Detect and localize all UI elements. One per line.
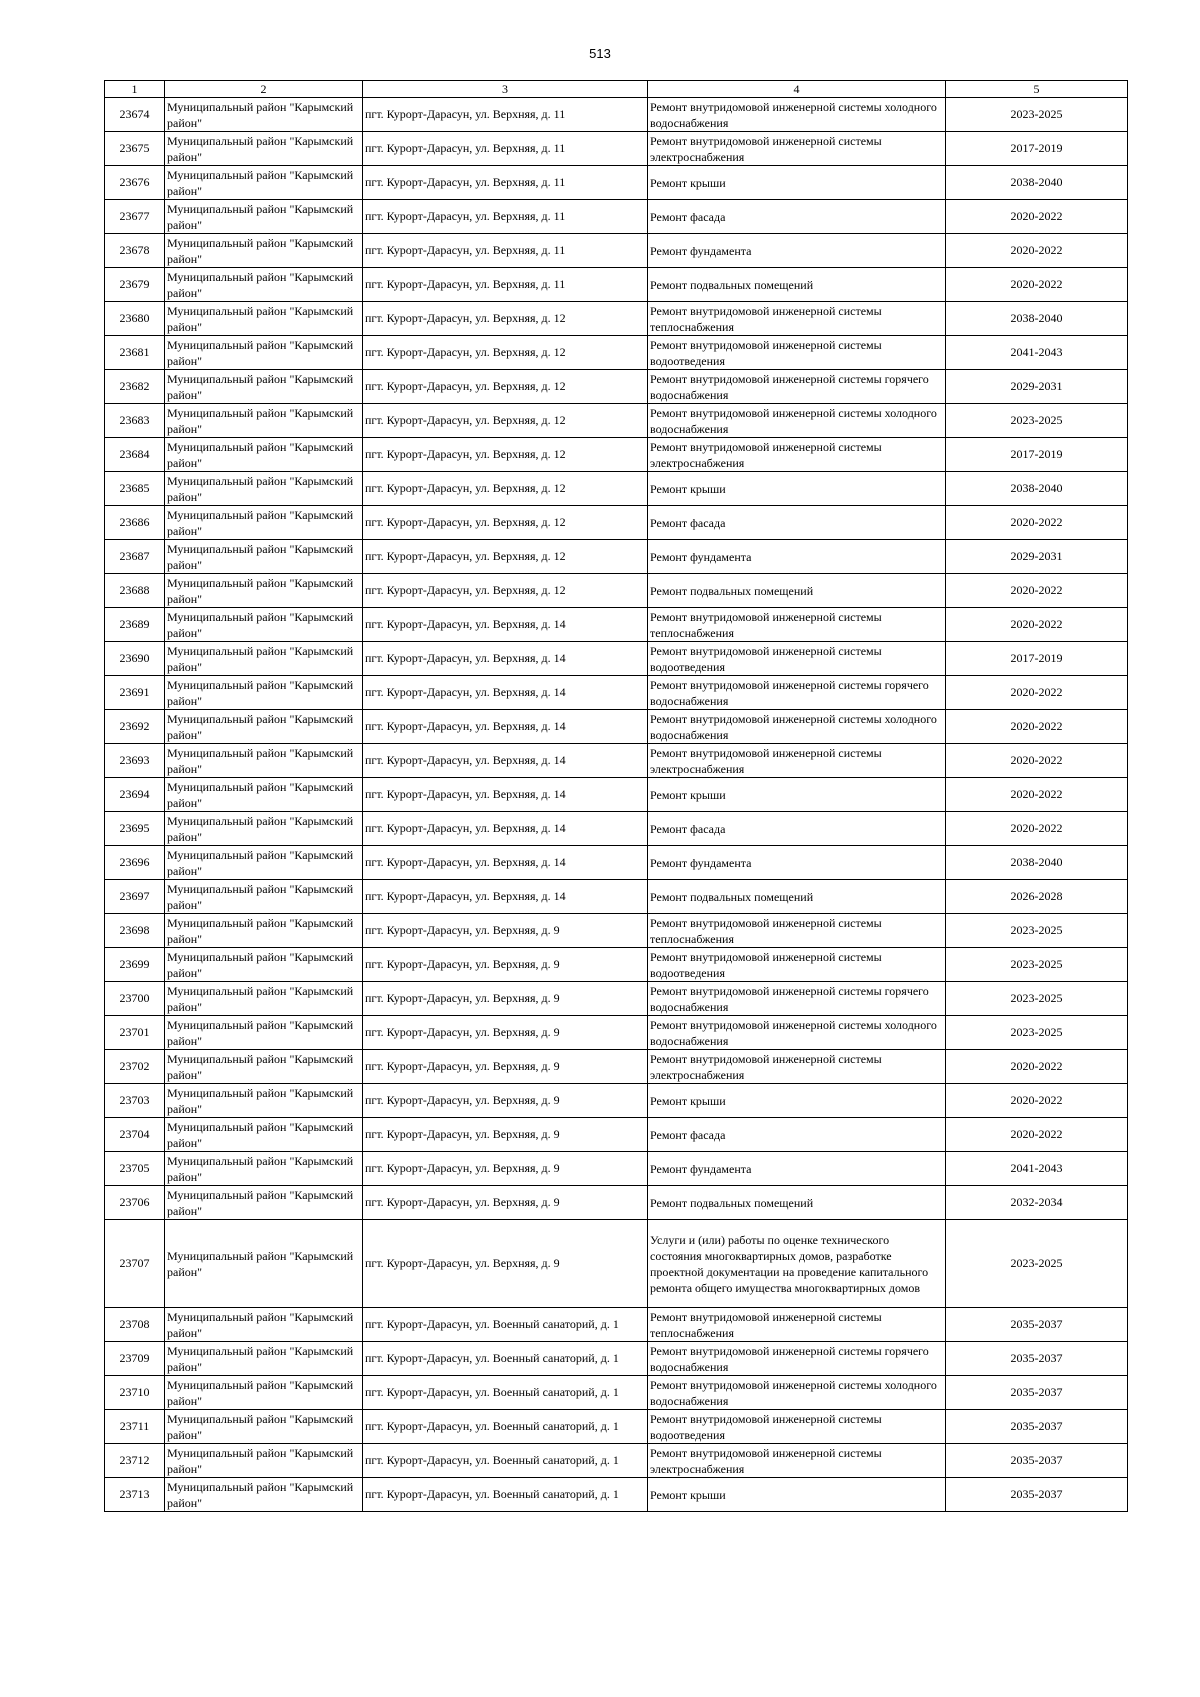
period-cell: 2023-2025: [946, 982, 1128, 1016]
address-cell: пгт. Курорт-Дарасун, ул. Верхняя, д. 9: [363, 1220, 648, 1308]
work-type-cell: Ремонт внутридомовой инженерной системы холодного водоснабжения: [648, 710, 946, 744]
row-number: 23699: [105, 948, 165, 982]
row-number: 23677: [105, 200, 165, 234]
header-row: [105, 81, 1128, 98]
table-row: [105, 982, 1128, 1016]
municipality-cell: Муниципальный район "Карымский район": [165, 506, 363, 540]
row-number: 23707: [105, 1220, 165, 1308]
municipality-cell: Муниципальный район "Карымский район": [165, 1050, 363, 1084]
address-cell: пгт. Курорт-Дарасун, ул. Военный санаторий, д. 1: [363, 1308, 648, 1342]
row-number: 23708: [105, 1308, 165, 1342]
period-cell: 2020-2022: [946, 506, 1128, 540]
table-row: [105, 744, 1128, 778]
period-cell: 2035-2037: [946, 1342, 1128, 1376]
row-number: 23696: [105, 846, 165, 880]
address-cell: пгт. Курорт-Дарасун, ул. Верхняя, д. 14: [363, 812, 648, 846]
row-number: 23686: [105, 506, 165, 540]
work-type-cell: Услуги и (или) работы по оценке технического состояния многоквартирных домов, разработке проектной документации на проведение капитального ремонта общего имущества многоквартирных домов: [648, 1220, 946, 1308]
row-number: 23690: [105, 642, 165, 676]
row-number: 23684: [105, 438, 165, 472]
municipality-cell: Муниципальный район "Карымский район": [165, 642, 363, 676]
address-cell: пгт. Курорт-Дарасун, ул. Верхняя, д. 9: [363, 1118, 648, 1152]
row-number: 23675: [105, 132, 165, 166]
table-row: [105, 1084, 1128, 1118]
municipality-cell: Муниципальный район "Карымский район": [165, 1186, 363, 1220]
table-row: [105, 642, 1128, 676]
work-type-cell: Ремонт крыши: [648, 472, 946, 506]
municipality-cell: Муниципальный район "Карымский район": [165, 676, 363, 710]
row-number: 23693: [105, 744, 165, 778]
period-cell: 2035-2037: [946, 1410, 1128, 1444]
table-row: [105, 506, 1128, 540]
municipality-cell: Муниципальный район "Карымский район": [165, 880, 363, 914]
table-row: [105, 1376, 1128, 1410]
municipality-cell: Муниципальный район "Карымский район": [165, 98, 363, 132]
address-cell: пгт. Курорт-Дарасун, ул. Верхняя, д. 12: [363, 302, 648, 336]
work-type-cell: Ремонт внутридомовой инженерной системы теплоснабжения: [648, 608, 946, 642]
row-number: 23674: [105, 98, 165, 132]
municipality-cell: Муниципальный район "Карымский район": [165, 1084, 363, 1118]
address-cell: пгт. Курорт-Дарасун, ул. Военный санаторий, д. 1: [363, 1410, 648, 1444]
work-type-cell: Ремонт внутридомовой инженерной системы водоотведения: [648, 336, 946, 370]
table-row: [105, 1050, 1128, 1084]
table-row: [105, 948, 1128, 982]
period-cell: 2029-2031: [946, 540, 1128, 574]
work-type-cell: Ремонт внутридомовой инженерной системы водоотведения: [648, 948, 946, 982]
period-cell: 2026-2028: [946, 880, 1128, 914]
period-cell: 2020-2022: [946, 676, 1128, 710]
table-row: [105, 1220, 1128, 1308]
period-cell: 2017-2019: [946, 132, 1128, 166]
table-row: [105, 1308, 1128, 1342]
table-row: [105, 914, 1128, 948]
address-cell: пгт. Курорт-Дарасун, ул. Военный санаторий, д. 1: [363, 1376, 648, 1410]
municipality-cell: Муниципальный район "Карымский район": [165, 1016, 363, 1050]
address-cell: пгт. Курорт-Дарасун, ул. Верхняя, д. 9: [363, 1050, 648, 1084]
municipality-cell: Муниципальный район "Карымский район": [165, 948, 363, 982]
address-cell: пгт. Курорт-Дарасун, ул. Верхняя, д. 11: [363, 268, 648, 302]
period-cell: 2023-2025: [946, 914, 1128, 948]
address-cell: пгт. Курорт-Дарасун, ул. Верхняя, д. 14: [363, 710, 648, 744]
period-cell: 2020-2022: [946, 1084, 1128, 1118]
column-header: 1: [105, 81, 165, 98]
address-cell: пгт. Курорт-Дарасун, ул. Верхняя, д. 11: [363, 166, 648, 200]
work-type-cell: Ремонт подвальных помещений: [648, 880, 946, 914]
address-cell: пгт. Курорт-Дарасун, ул. Верхняя, д. 14: [363, 846, 648, 880]
row-number: 23685: [105, 472, 165, 506]
work-type-cell: Ремонт фасада: [648, 506, 946, 540]
municipality-cell: Муниципальный район "Карымский район": [165, 914, 363, 948]
table-row: [105, 98, 1128, 132]
table-row: [105, 540, 1128, 574]
period-cell: 2029-2031: [946, 370, 1128, 404]
municipality-cell: Муниципальный район "Карымский район": [165, 1342, 363, 1376]
work-type-cell: Ремонт внутридомовой инженерной системы горячего водоснабжения: [648, 982, 946, 1016]
row-number: 23680: [105, 302, 165, 336]
period-cell: 2020-2022: [946, 812, 1128, 846]
address-cell: пгт. Курорт-Дарасун, ул. Верхняя, д. 9: [363, 1016, 648, 1050]
column-header: 3: [363, 81, 648, 98]
municipality-cell: Муниципальный район "Карымский район": [165, 574, 363, 608]
table-header: [105, 81, 1128, 98]
address-cell: пгт. Курорт-Дарасун, ул. Верхняя, д. 11: [363, 234, 648, 268]
period-cell: 2017-2019: [946, 438, 1128, 472]
column-header: 2: [165, 81, 363, 98]
work-type-cell: Ремонт внутридомовой инженерной системы холодного водоснабжения: [648, 404, 946, 438]
period-cell: 2023-2025: [946, 404, 1128, 438]
work-type-cell: Ремонт внутридомовой инженерной системы электроснабжения: [648, 1050, 946, 1084]
table-row: [105, 710, 1128, 744]
repair-schedule-table: [104, 80, 1128, 1512]
municipality-cell: Муниципальный район "Карымский район": [165, 370, 363, 404]
row-number: 23700: [105, 982, 165, 1016]
row-number: 23679: [105, 268, 165, 302]
address-cell: пгт. Курорт-Дарасун, ул. Военный санаторий, д. 1: [363, 1342, 648, 1376]
municipality-cell: Муниципальный район "Карымский район": [165, 132, 363, 166]
work-type-cell: Ремонт внутридомовой инженерной системы горячего водоснабжения: [648, 1342, 946, 1376]
address-cell: пгт. Курорт-Дарасун, ул. Верхняя, д. 9: [363, 1152, 648, 1186]
work-type-cell: Ремонт крыши: [648, 778, 946, 812]
municipality-cell: Муниципальный район "Карымский район": [165, 472, 363, 506]
address-cell: пгт. Курорт-Дарасун, ул. Военный санаторий, д. 1: [363, 1444, 648, 1478]
address-cell: пгт. Курорт-Дарасун, ул. Верхняя, д. 14: [363, 744, 648, 778]
table-row: [105, 336, 1128, 370]
row-number: 23704: [105, 1118, 165, 1152]
period-cell: 2017-2019: [946, 642, 1128, 676]
address-cell: пгт. Курорт-Дарасун, ул. Верхняя, д. 11: [363, 132, 648, 166]
municipality-cell: Муниципальный район "Карымский район": [165, 812, 363, 846]
municipality-cell: Муниципальный район "Карымский район": [165, 1478, 363, 1512]
address-cell: пгт. Курорт-Дарасун, ул. Верхняя, д. 9: [363, 982, 648, 1016]
work-type-cell: Ремонт внутридомовой инженерной системы электроснабжения: [648, 744, 946, 778]
municipality-cell: Муниципальный район "Карымский район": [165, 200, 363, 234]
period-cell: 2038-2040: [946, 846, 1128, 880]
municipality-cell: Муниципальный район "Карымский район": [165, 336, 363, 370]
work-type-cell: Ремонт внутридомовой инженерной системы теплоснабжения: [648, 1308, 946, 1342]
period-cell: 2023-2025: [946, 1220, 1128, 1308]
row-number: 23688: [105, 574, 165, 608]
period-cell: 2020-2022: [946, 234, 1128, 268]
table-row: [105, 1118, 1128, 1152]
address-cell: пгт. Курорт-Дарасун, ул. Верхняя, д. 9: [363, 914, 648, 948]
work-type-cell: Ремонт фундамента: [648, 540, 946, 574]
row-number: 23694: [105, 778, 165, 812]
row-number: 23713: [105, 1478, 165, 1512]
work-type-cell: Ремонт фундамента: [648, 1152, 946, 1186]
municipality-cell: Муниципальный район "Карымский район": [165, 268, 363, 302]
municipality-cell: Муниципальный район "Карымский район": [165, 1152, 363, 1186]
table-row: [105, 1444, 1128, 1478]
work-type-cell: Ремонт фасада: [648, 812, 946, 846]
work-type-cell: Ремонт внутридомовой инженерной системы горячего водоснабжения: [648, 676, 946, 710]
municipality-cell: Муниципальный район "Карымский район": [165, 540, 363, 574]
page-number: 513: [589, 46, 611, 61]
municipality-cell: Муниципальный район "Карымский район": [165, 1410, 363, 1444]
period-cell: 2023-2025: [946, 98, 1128, 132]
work-type-cell: Ремонт внутридомовой инженерной системы теплоснабжения: [648, 302, 946, 336]
period-cell: 2038-2040: [946, 302, 1128, 336]
table-row: [105, 472, 1128, 506]
work-type-cell: Ремонт внутридомовой инженерной системы холодного водоснабжения: [648, 98, 946, 132]
period-cell: 2035-2037: [946, 1478, 1128, 1512]
table-row: [105, 302, 1128, 336]
period-cell: 2035-2037: [946, 1376, 1128, 1410]
address-cell: пгт. Курорт-Дарасун, ул. Военный санаторий, д. 1: [363, 1478, 648, 1512]
municipality-cell: Муниципальный район "Карымский район": [165, 1444, 363, 1478]
table-row: [105, 1478, 1128, 1512]
work-type-cell: Ремонт подвальных помещений: [648, 574, 946, 608]
period-cell: 2020-2022: [946, 1118, 1128, 1152]
row-number: 23691: [105, 676, 165, 710]
table-row: [105, 166, 1128, 200]
table-row: [105, 812, 1128, 846]
row-number: 23712: [105, 1444, 165, 1478]
period-cell: 2020-2022: [946, 574, 1128, 608]
work-type-cell: Ремонт подвальных помещений: [648, 1186, 946, 1220]
address-cell: пгт. Курорт-Дарасун, ул. Верхняя, д. 12: [363, 506, 648, 540]
row-number: 23695: [105, 812, 165, 846]
period-cell: 2020-2022: [946, 608, 1128, 642]
address-cell: пгт. Курорт-Дарасун, ул. Верхняя, д. 9: [363, 1084, 648, 1118]
municipality-cell: Муниципальный район "Карымский район": [165, 1118, 363, 1152]
address-cell: пгт. Курорт-Дарасун, ул. Верхняя, д. 14: [363, 608, 648, 642]
table-body: [105, 98, 1128, 1512]
municipality-cell: Муниципальный район "Карымский район": [165, 1220, 363, 1308]
municipality-cell: Муниципальный район "Карымский район": [165, 710, 363, 744]
work-type-cell: Ремонт внутридомовой инженерной системы электроснабжения: [648, 1444, 946, 1478]
row-number: 23701: [105, 1016, 165, 1050]
period-cell: 2035-2037: [946, 1444, 1128, 1478]
work-type-cell: Ремонт фасада: [648, 1118, 946, 1152]
address-cell: пгт. Курорт-Дарасун, ул. Верхняя, д. 11: [363, 98, 648, 132]
address-cell: пгт. Курорт-Дарасун, ул. Верхняя, д. 14: [363, 778, 648, 812]
row-number: 23681: [105, 336, 165, 370]
address-cell: пгт. Курорт-Дарасун, ул. Верхняя, д. 12: [363, 574, 648, 608]
table-row: [105, 268, 1128, 302]
work-type-cell: Ремонт фундамента: [648, 846, 946, 880]
address-cell: пгт. Курорт-Дарасун, ул. Верхняя, д. 12: [363, 370, 648, 404]
row-number: 23692: [105, 710, 165, 744]
table-row: [105, 1152, 1128, 1186]
address-cell: пгт. Курорт-Дарасун, ул. Верхняя, д. 12: [363, 336, 648, 370]
period-cell: 2020-2022: [946, 710, 1128, 744]
municipality-cell: Муниципальный район "Карымский район": [165, 166, 363, 200]
period-cell: 2020-2022: [946, 744, 1128, 778]
period-cell: 2023-2025: [946, 948, 1128, 982]
work-type-cell: Ремонт подвальных помещений: [648, 268, 946, 302]
period-cell: 2041-2043: [946, 336, 1128, 370]
period-cell: 2020-2022: [946, 200, 1128, 234]
period-cell: 2038-2040: [946, 166, 1128, 200]
table-row: [105, 1016, 1128, 1050]
work-type-cell: Ремонт крыши: [648, 1084, 946, 1118]
table-row: [105, 1342, 1128, 1376]
row-number: 23697: [105, 880, 165, 914]
address-cell: пгт. Курорт-Дарасун, ул. Верхняя, д. 9: [363, 948, 648, 982]
table-row: [105, 880, 1128, 914]
row-number: 23676: [105, 166, 165, 200]
row-number: 23709: [105, 1342, 165, 1376]
municipality-cell: Муниципальный район "Карымский район": [165, 846, 363, 880]
address-cell: пгт. Курорт-Дарасун, ул. Верхняя, д. 14: [363, 880, 648, 914]
work-type-cell: Ремонт внутридомовой инженерной системы водоотведения: [648, 1410, 946, 1444]
work-type-cell: Ремонт внутридомовой инженерной системы холодного водоснабжения: [648, 1016, 946, 1050]
period-cell: 2041-2043: [946, 1152, 1128, 1186]
municipality-cell: Муниципальный район "Карымский район": [165, 234, 363, 268]
table-row: [105, 438, 1128, 472]
work-type-cell: Ремонт крыши: [648, 166, 946, 200]
period-cell: 2020-2022: [946, 1050, 1128, 1084]
row-number: 23683: [105, 404, 165, 438]
table-row: [105, 200, 1128, 234]
column-header: 5: [946, 81, 1128, 98]
address-cell: пгт. Курорт-Дарасун, ул. Верхняя, д. 11: [363, 200, 648, 234]
municipality-cell: Муниципальный район "Карымский район": [165, 438, 363, 472]
municipality-cell: Муниципальный район "Карымский район": [165, 608, 363, 642]
address-cell: пгт. Курорт-Дарасун, ул. Верхняя, д. 9: [363, 1186, 648, 1220]
municipality-cell: Муниципальный район "Карымский район": [165, 404, 363, 438]
address-cell: пгт. Курорт-Дарасун, ул. Верхняя, д. 12: [363, 472, 648, 506]
address-cell: пгт. Курорт-Дарасун, ул. Верхняя, д. 12: [363, 540, 648, 574]
period-cell: 2020-2022: [946, 268, 1128, 302]
table-row: [105, 404, 1128, 438]
municipality-cell: Муниципальный район "Карымский район": [165, 778, 363, 812]
work-type-cell: Ремонт фасада: [648, 200, 946, 234]
row-number: 23703: [105, 1084, 165, 1118]
period-cell: 2020-2022: [946, 778, 1128, 812]
table-row: [105, 846, 1128, 880]
work-type-cell: Ремонт фундамента: [648, 234, 946, 268]
table-row: [105, 608, 1128, 642]
row-number: 23706: [105, 1186, 165, 1220]
address-cell: пгт. Курорт-Дарасун, ул. Верхняя, д. 14: [363, 642, 648, 676]
table-row: [105, 1410, 1128, 1444]
column-header: 4: [648, 81, 946, 98]
table-row: [105, 778, 1128, 812]
table-row: [105, 1186, 1128, 1220]
work-type-cell: Ремонт крыши: [648, 1478, 946, 1512]
work-type-cell: Ремонт внутридомовой инженерной системы горячего водоснабжения: [648, 370, 946, 404]
row-number: 23698: [105, 914, 165, 948]
period-cell: 2038-2040: [946, 472, 1128, 506]
table-row: [105, 234, 1128, 268]
municipality-cell: Муниципальный район "Карымский район": [165, 1308, 363, 1342]
work-type-cell: Ремонт внутридомовой инженерной системы электроснабжения: [648, 132, 946, 166]
period-cell: 2032-2034: [946, 1186, 1128, 1220]
work-type-cell: Ремонт внутридомовой инженерной системы теплоснабжения: [648, 914, 946, 948]
table-row: [105, 132, 1128, 166]
work-type-cell: Ремонт внутридомовой инженерной системы электроснабжения: [648, 438, 946, 472]
row-number: 23702: [105, 1050, 165, 1084]
table-row: [105, 574, 1128, 608]
period-cell: 2023-2025: [946, 1016, 1128, 1050]
municipality-cell: Муниципальный район "Карымский район": [165, 982, 363, 1016]
work-type-cell: Ремонт внутридомовой инженерной системы водоотведения: [648, 642, 946, 676]
row-number: 23705: [105, 1152, 165, 1186]
address-cell: пгт. Курорт-Дарасун, ул. Верхняя, д. 14: [363, 676, 648, 710]
municipality-cell: Муниципальный район "Карымский район": [165, 302, 363, 336]
row-number: 23689: [105, 608, 165, 642]
row-number: 23711: [105, 1410, 165, 1444]
table-row: [105, 676, 1128, 710]
address-cell: пгт. Курорт-Дарасун, ул. Верхняя, д. 12: [363, 404, 648, 438]
municipality-cell: Муниципальный район "Карымский район": [165, 744, 363, 778]
row-number: 23682: [105, 370, 165, 404]
row-number: 23687: [105, 540, 165, 574]
row-number: 23710: [105, 1376, 165, 1410]
work-type-cell: Ремонт внутридомовой инженерной системы холодного водоснабжения: [648, 1376, 946, 1410]
address-cell: пгт. Курорт-Дарасун, ул. Верхняя, д. 12: [363, 438, 648, 472]
table-row: [105, 370, 1128, 404]
period-cell: 2035-2037: [946, 1308, 1128, 1342]
municipality-cell: Муниципальный район "Карымский район": [165, 1376, 363, 1410]
row-number: 23678: [105, 234, 165, 268]
